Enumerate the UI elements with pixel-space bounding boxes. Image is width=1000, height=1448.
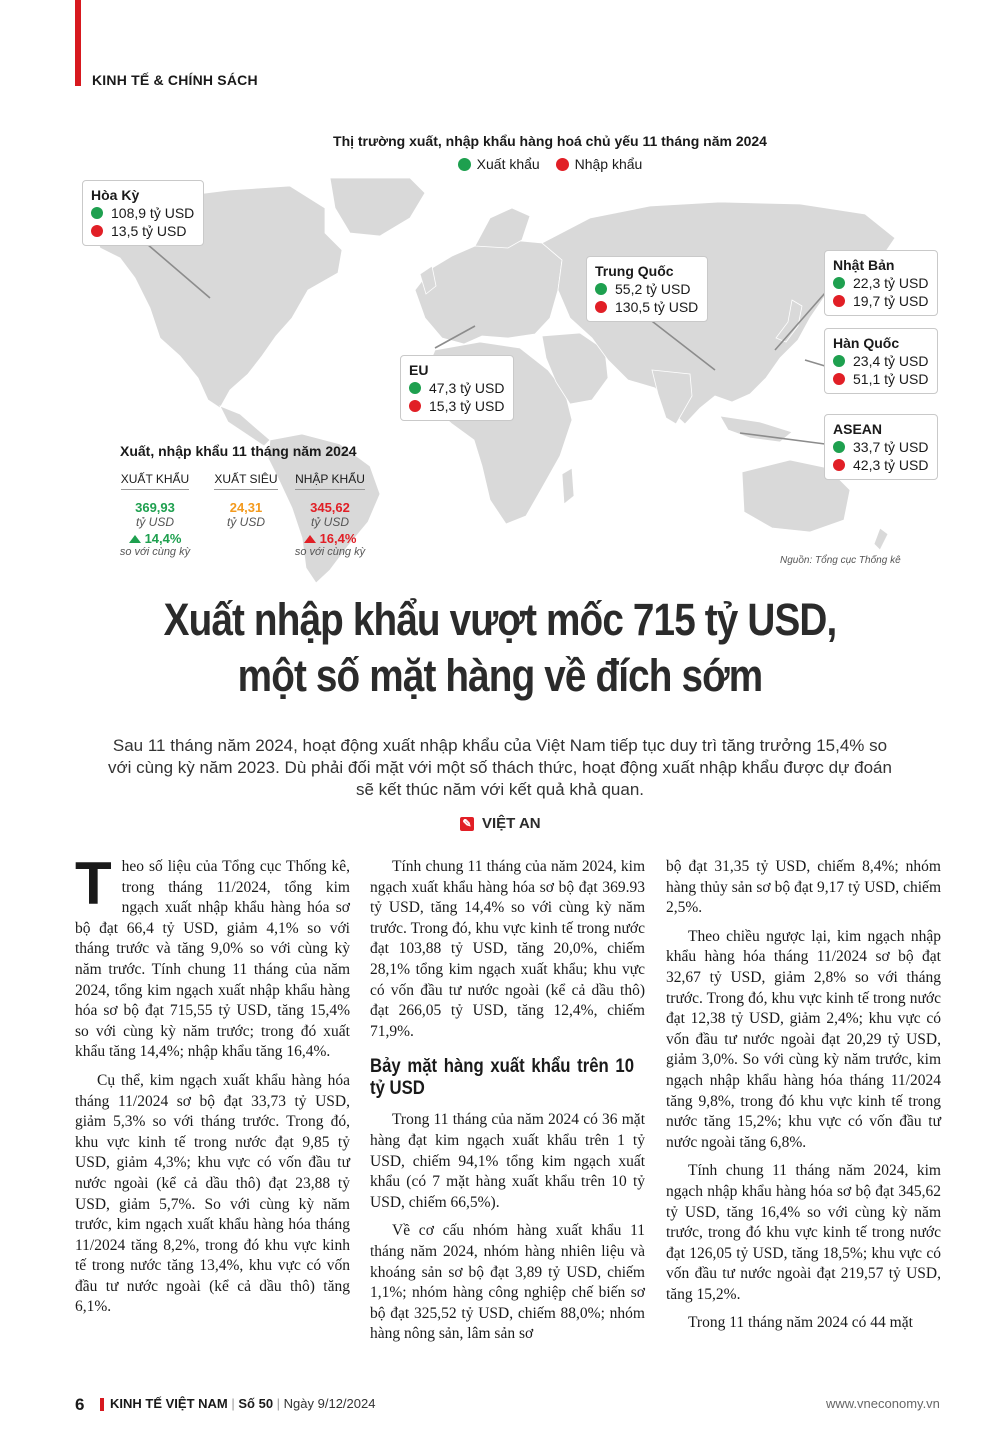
stat-header: XUẤT KHẨU [121, 472, 189, 490]
market-import-value: 130,5 tỷ USD [615, 299, 699, 315]
market-name: Nhật Bản [833, 257, 895, 273]
market-import-value: 15,3 tỷ USD [429, 398, 505, 414]
market-box-china [586, 256, 708, 322]
green-dot-icon [833, 355, 845, 367]
red-dot-icon [833, 295, 845, 307]
paragraph-5: Về cơ cấu nhóm hàng xuất khẩu 11 tháng năm 2024, nhóm hàng nhiên liệu và khoáng sản sơ bộ đạt 3,89 tỷ USD, chiếm 1,1%; nhóm hàng công nghiệp chế biến sơ bộ đạt 325,52 tỷ USD, chiếm 88,0%; nhóm hàng nông sản, lâm sản sơ [370, 1222, 645, 1343]
market-name: Hàn Quốc [833, 335, 900, 351]
arrow-up-icon [304, 535, 316, 543]
stat-value: 24,31 [229, 500, 263, 515]
green-dot-icon [595, 283, 607, 295]
legend-export-label: Xuất khẩu [476, 156, 540, 172]
article-column-3 [666, 857, 941, 1342]
market-export-value: 55,2 tỷ USD [615, 281, 691, 297]
red-dot-icon [595, 301, 607, 313]
market-box-japan [824, 250, 938, 316]
red-dot-icon [409, 400, 421, 412]
issue-date: Ngày 9/12/2024 [283, 1396, 376, 1411]
paragraph-7: Theo chiều ngược lại, kim ngạch nhập khẩu hàng hóa tháng 11/2024 sơ bộ đạt 32,67 tỷ USD, giảm 2,8% so với tháng trước. Trong đó, khu vực kinh tế trong nước đạt 12,38 tỷ USD, giảm 2,4%; khu vực có vốn đầu tư nước ngoài đạt 20,29 tỷ USD, giảm 3,0%. So với cùng kỳ năm trước, kim ngạch nhập khẩu hàng hóa tháng 11/2024 tăng 9,8%, trong đó khu vực kinh tế trong nước tăng 15,2%; khu vực có vốn đầu tư nước ngoài tăng 6,8%. [666, 927, 941, 1151]
market-import-value: 19,7 tỷ USD [853, 293, 929, 309]
market-name: ASEAN [833, 421, 883, 437]
stat-compare: so với cùng kỳ [294, 546, 366, 558]
stat-compare: so với cùng kỳ [119, 546, 191, 558]
paragraph-3: Tính chung 11 tháng của năm 2024, kim ngạch xuất khẩu hàng hóa sơ bộ đạt 369.93 tỷ USD, tăng 14,4% so với cùng kỳ năm trước. Trong đó, khu vực kinh tế trong nước đạt 103,88 tỷ USD, tăng 20,0%, chiếm 28,1% tổng kim ngạch xuất khẩu; khu vực có vốn đầu tư nước ngoài (kể cả dầu thô) đạt 266,05 tỷ USD, tăng 12,4%, chiếm 71,9%. [370, 858, 645, 1040]
paragraph-8: Tính chung 11 tháng năm 2024, kim ngạch nhập khẩu hàng hóa sơ bộ đạt 345,62 tỷ USD, tăng 16,4% so với cùng kỳ năm trước, trong đó khu vực kinh tế trong nước đạt 126,05 tỷ USD, tăng 18,5%; khu vực có vốn đầu tư nước ngoài đạt 219,57 tỷ USD, tăng 15,2%. [666, 1162, 941, 1303]
market-box-korea [824, 328, 938, 394]
green-dot-icon [409, 382, 421, 394]
footer-color-bar [100, 1398, 104, 1411]
red-dot-icon [556, 158, 569, 171]
market-export-value: 108,9 tỷ USD [111, 205, 195, 221]
market-box-us [82, 180, 204, 246]
market-box-asean [824, 414, 938, 480]
red-dot-icon [833, 373, 845, 385]
author-name: VIỆT AN [482, 815, 541, 832]
market-import-value: 42,3 tỷ USD [853, 457, 929, 473]
stat-change [285, 531, 375, 546]
stat-unit: tỷ USD [310, 515, 349, 529]
market-export-value: 33,7 tỷ USD [853, 439, 929, 455]
green-dot-icon [91, 207, 103, 219]
paragraph-text: heo số liệu của Tổng cục Thống kê, trong tháng 11/2024, tổng kim ngạch xuất nhập khẩu hàng hóa sơ bộ đạt 66,4 tỷ USD, giảm 4,1% so với tháng trước và tăng 9,0% so với cùng kỳ năm trước. Tính chung 11 tháng của năm 2024, tổng kim ngạch xuất nhập khẩu hàng hóa sơ bộ đạt 715,55 tỷ USD, tăng 15,4% so với cùng kỳ năm trước; trong đó xuất khẩu tăng 14,4%; nhập khẩu tăng 16,4%. [75, 858, 350, 1061]
drop-cap: T [75, 850, 112, 917]
stat-surplus [201, 470, 291, 529]
map-madagascar [562, 468, 574, 504]
red-dot-icon [833, 459, 845, 471]
red-dot-icon [91, 225, 103, 237]
stat-header: XUẤT SIÊU [214, 472, 277, 490]
market-import-value: 13,5 tỷ USD [111, 223, 187, 239]
map-new-zealand [874, 528, 888, 550]
stat-change-value: 16,4% [319, 531, 357, 546]
map-europe [415, 240, 562, 344]
paragraph-4: Trong 11 tháng của năm 2024 có 36 mặt hàng đạt kim ngạch xuất khẩu trên 1 tỷ USD, chiếm 94,1% tổng kim ngạch xuất khẩu (có 7 mặt hàng xuất khẩu trên 10 tỷ USD, chiếm 66,5%). [370, 1111, 645, 1211]
stat-change-value: 14,4% [144, 531, 182, 546]
market-name: Hòa Kỳ [91, 187, 140, 203]
stats-title: Xuất, nhập khẩu 11 tháng năm 2024 [120, 443, 357, 459]
market-box-eu [400, 355, 514, 421]
article-column-2 [370, 857, 645, 1353]
paragraph-1 [75, 850, 350, 1063]
map-greenland [330, 178, 425, 236]
infographic-legend [150, 156, 950, 174]
green-dot-icon [833, 277, 845, 289]
footer-website: www.vneconomy.vn [826, 1396, 940, 1411]
paragraph-6: bộ đạt 31,35 tỷ USD, chiếm 8,4%; nhóm hàng thủy sản sơ bộ đạt 9,17 tỷ USD, chiếm 2,5%. [666, 858, 941, 917]
green-dot-icon [458, 158, 471, 171]
stat-unit: tỷ USD [226, 515, 265, 529]
paragraph-2: Cụ thể, kim ngạch xuất khẩu hàng hóa tháng 11/2024 sơ bộ đạt 33,73 tỷ USD, giảm 5,3% so với tháng trước. Trong đó, khu vực kinh tế trong nước đạt 9,85 tỷ USD, giảm 4,3%; khu vực có vốn đầu tư nước ngoài (kể cả dầu thô) đạt 23,88 tỷ USD, giảm 5,7%. So với cùng kỳ năm trước, kim ngạch xuất khẩu hàng hóa tháng 11/2024 tăng 8,2%, trong đó khu vực kinh tế trong nước tăng 13,4%, khu vực có vốn đầu tư nước ngoài (kể cả dầu thô) tăng 6,1%. [75, 1071, 350, 1316]
legend-export [458, 156, 540, 172]
stat-export [110, 470, 200, 558]
section-color-bar [75, 0, 81, 86]
headline-line-1: Xuất nhập khẩu vượt mốc 715 tỷ USD, [163, 594, 837, 645]
stat-header: NHẬP KHẨU [295, 472, 365, 490]
arrow-up-icon [129, 535, 141, 543]
market-export-value: 23,4 tỷ USD [853, 353, 929, 369]
author-byline [460, 815, 541, 832]
green-dot-icon [833, 441, 845, 453]
publication-name: KINH TẾ VIỆT NAM [110, 1396, 228, 1411]
stat-value: 369,93 [135, 500, 175, 515]
pen-icon: ✎ [460, 817, 474, 831]
lead-paragraph: Sau 11 tháng năm 2024, hoạt động xuất nhập khẩu của Việt Nam tiếp tục duy trì tăng trưởng 15,4% so với cùng kỳ năm 2023. Dù phải đối mặt với một số thách thức, hoạt động xuất nhập khẩu được dự đoán sẽ kết thúc năm với kết quả khả quan. [108, 736, 892, 799]
subheading: Bảy mặt hàng xuất khẩu trên 10 tỷ USD [370, 1056, 634, 1100]
stat-unit: tỷ USD [135, 515, 174, 529]
footer-publication: KINH TẾ VIỆT NAM | Số 50 | Ngày 9/12/2024 [110, 1396, 376, 1411]
stat-value: 345,62 [310, 500, 350, 515]
page-number: 6 [75, 1395, 85, 1414]
map-central-america [220, 406, 270, 446]
market-name: EU [409, 362, 429, 378]
headline [113, 592, 887, 704]
article-column-1 [75, 850, 350, 1326]
stat-import [285, 470, 375, 558]
market-name: Trung Quốc [595, 263, 674, 279]
legend-import [556, 156, 643, 172]
issue-number: Số 50 [238, 1396, 274, 1411]
market-export-value: 22,3 tỷ USD [853, 275, 929, 291]
arrow-korea [805, 360, 825, 366]
market-export-value: 47,3 tỷ USD [429, 380, 505, 396]
legend-import-label: Nhập khẩu [574, 156, 643, 172]
headline-line-2: một số mặt hàng về đích sớm [237, 650, 763, 701]
infographic-title: Thị trường xuất, nhập khẩu hàng hoá chủ yếu 11 tháng năm 2024 [333, 133, 767, 149]
market-import-value: 51,1 tỷ USD [853, 371, 929, 387]
infographic-source: Nguồn: Tổng cục Thống kê [780, 555, 901, 566]
section-label: KINH TẾ & CHÍNH SÁCH [92, 72, 258, 88]
stat-change [110, 531, 200, 546]
paragraph-9: Trong 11 tháng năm 2024 có 44 mặt [688, 1314, 913, 1332]
